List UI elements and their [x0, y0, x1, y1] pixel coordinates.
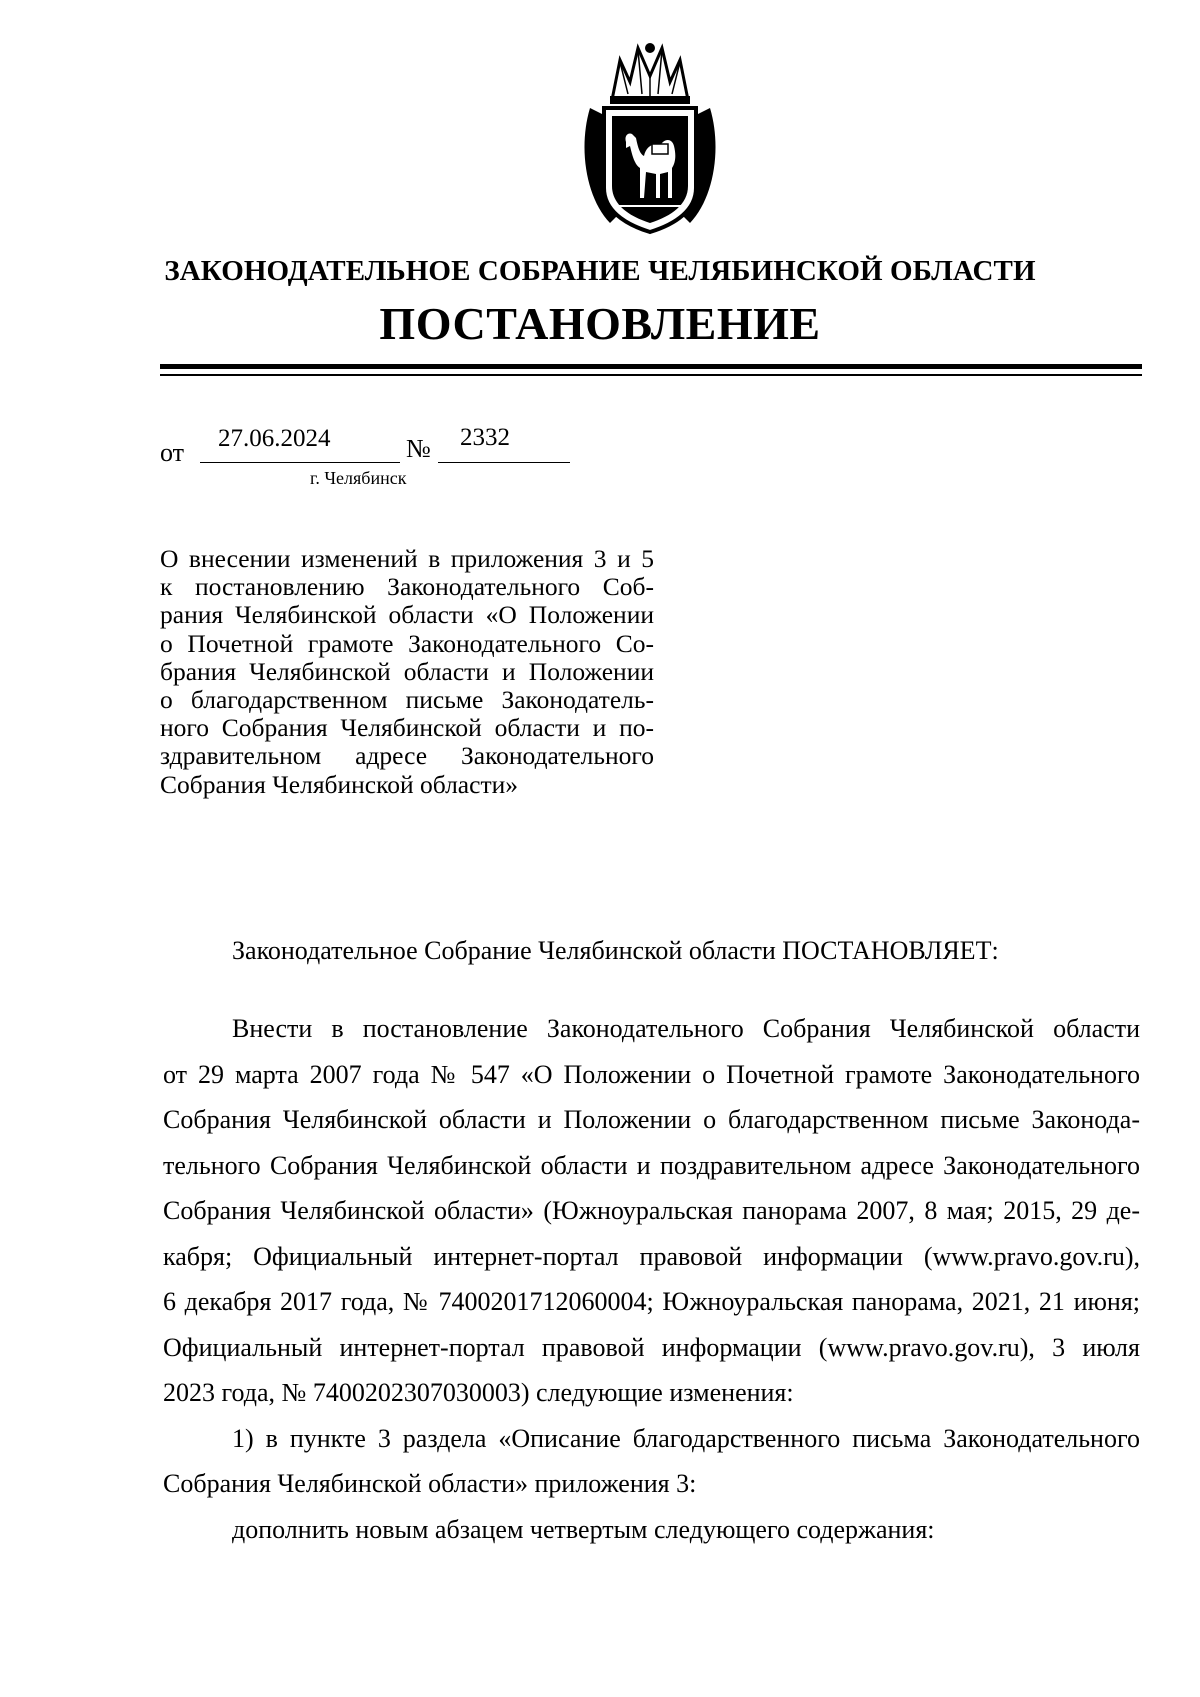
subject-line: Собрания Челябинской области» — [160, 769, 518, 799]
number-prefix-label: № — [406, 434, 431, 463]
date-underline — [200, 462, 400, 463]
body-line: Внести в постановление Законодательного Собрания Челябинской области — [232, 1014, 1140, 1043]
body-line: Собрания Челябинской области» (Южноуральская панорама 2007, 8 мая; 2015, 29 де- — [163, 1196, 1140, 1225]
document-subject — [160, 545, 654, 799]
subject-line: брания Челябинской области и Положении — [160, 656, 654, 686]
body-line: от 29 марта 2007 года № 547 «О Положении о Почетной грамоте Законодательного — [163, 1059, 1140, 1089]
date-prefix-label: от — [160, 438, 185, 467]
document-body — [163, 1006, 1140, 1552]
subject-line: ного Собрания Челябинской области и по- — [160, 713, 654, 743]
body-line: 6 декабря 2017 года, № 7400201712060004; Южноуральская панорама, 2021, 21 июня; — [163, 1287, 1140, 1316]
body-line: тельного Собрания Челябинской области и поздравительном адресе Законодательного — [163, 1150, 1140, 1180]
body-line: 1) в пункте 3 раздела «Описание благодарственного письма Законодательного — [232, 1423, 1140, 1453]
subject-line: рания Челябинской области «О Положении — [160, 600, 654, 630]
organization-title: ЗАКОНОДАТЕЛЬНОЕ СОБРАНИЕ ЧЕЛЯБИНСКОЙ ОБЛАСТИ — [164, 255, 1036, 287]
body-line: Собрания Челябинской области и Положении о благодарственном письме Законода- — [163, 1105, 1140, 1134]
body-line: 2023 года, № 7400202307030003) следующие изменения: — [163, 1378, 794, 1407]
subject-line: о благодарственном письме Законодатель- — [160, 685, 654, 715]
document-number: 2332 — [460, 424, 510, 451]
body-line: кабря; Официальный интернет-портал правовой информации (www.pravo.gov.ru), — [163, 1241, 1140, 1271]
body-line: Собрания Челябинской области» приложения 3: — [163, 1469, 697, 1498]
resolves-statement: Законодательное Собрание Челябинской области ПОСТАНОВЛЯЕТ: — [232, 936, 999, 965]
document-date: 27.06.2024 — [218, 425, 331, 452]
subject-line: здравительном адресе Законодательного — [160, 741, 654, 771]
subject-line: к постановлению Законодательного Соб- — [160, 572, 654, 602]
body-line: дополнить новым абзацем четвертым следующего содержания: — [232, 1514, 935, 1544]
body-line: Официальный интернет-портал правовой информации (www.pravo.gov.ru), 3 июля — [163, 1332, 1140, 1362]
document-type-title: ПОСТАНОВЛЕНИЕ — [379, 298, 821, 349]
header-rule-thin — [160, 374, 1142, 376]
coat-of-arms-icon — [580, 38, 720, 238]
city-label: г. Челябинск — [310, 468, 407, 488]
number-underline — [438, 462, 570, 463]
header-rule-thick — [160, 364, 1142, 369]
subject-line: О внесении изменений в приложения 3 и 5 — [160, 544, 654, 573]
subject-line: о Почетной грамоте Законодательного Со- — [160, 628, 654, 658]
